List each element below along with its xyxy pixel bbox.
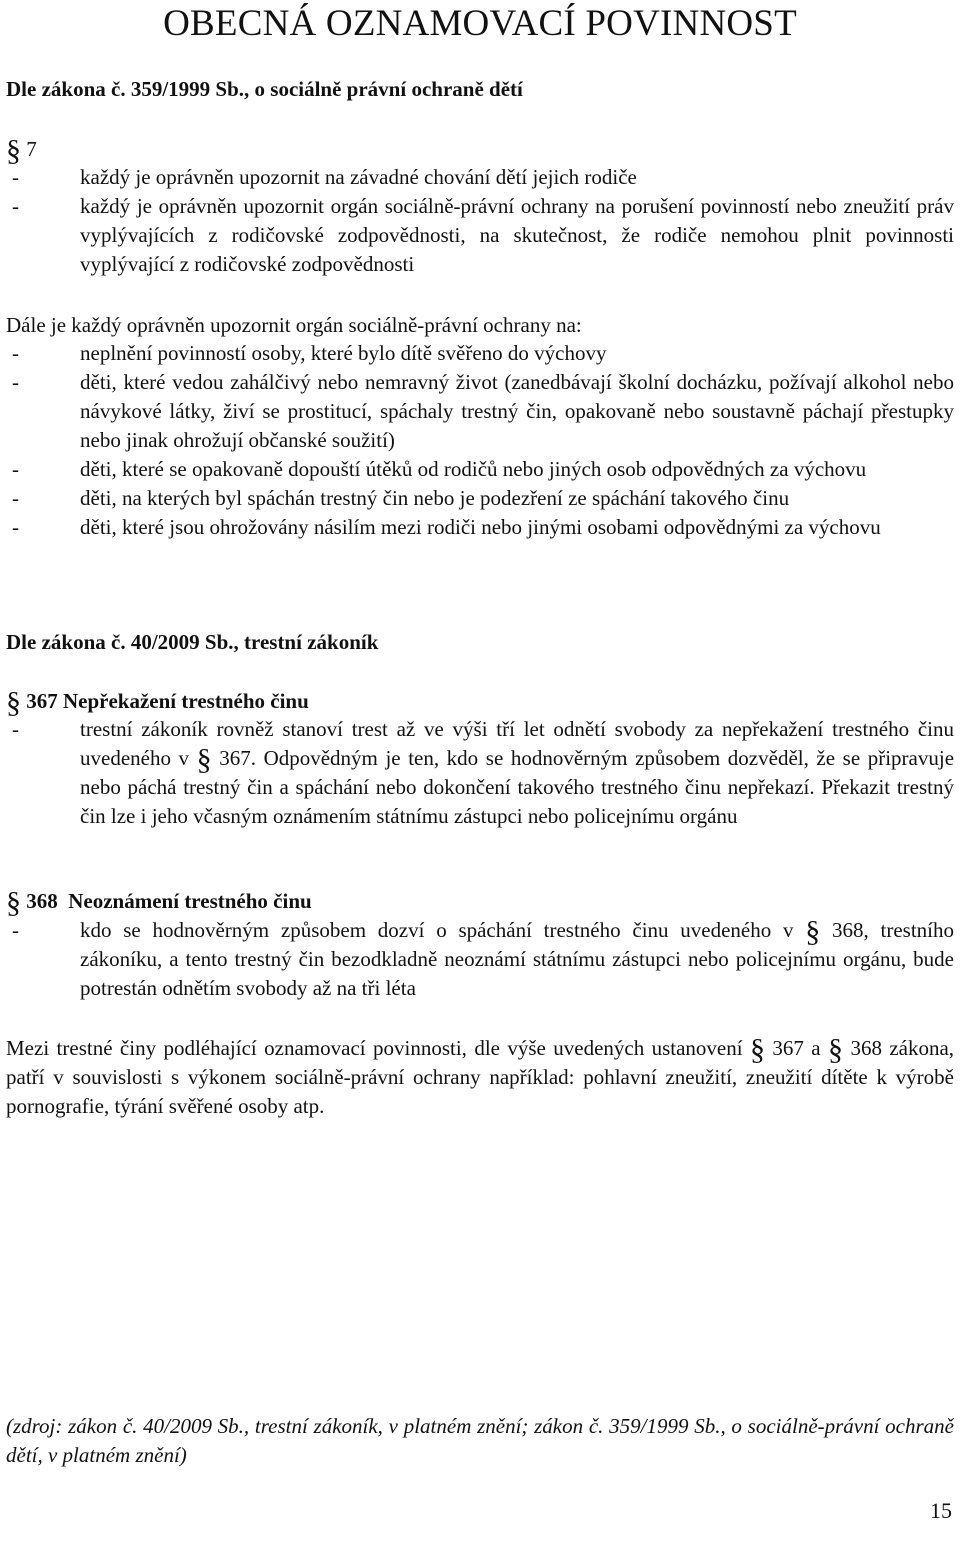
page-number: 15	[930, 1498, 952, 1523]
section-368-body	[6, 916, 954, 1003]
section-367-body	[6, 715, 954, 831]
section-367-heading	[6, 686, 954, 719]
law2-heading-rest: , trestní zákoník	[233, 630, 379, 654]
list-item: - neplnění povinností osoby, které bylo dítě svěřeno do výchovy	[12, 341, 607, 365]
list-item: - děti, které se opakovaně dopouští útěků od rodičů nebo jiných osob odpovědných za výchovu	[12, 457, 867, 481]
list-item: - kdo se hodnověrným způsobem dozví o spáchání trestného činu uvedeného v § 368, trestního zákoníku, a tento trestný čin bezodkladně neoznámí státnímu zástupci nebo policejnímu orgánu, bude potrestán odnětím svobody až na tři léta	[12, 915, 954, 1000]
list-item: - děti, které vedou zahálčivý nebo nemravný život (zanedbávají školní docházku, požívají alkohol nebo návykové látky, živí se prostitucí, spáchaly trestný čin, opakovaně nebo soustavně páchají přestupky nebo jinak ohrožují občanské soužití)	[12, 370, 954, 452]
source-note: (zdroj: zákon č. 40/2009 Sb., trestní zákoník, v platném znění; zákon č. 359/1999 Sb., o sociálně-právní ochraně dětí, v platném znění)	[6, 1414, 954, 1467]
law2-heading	[6, 628, 954, 657]
further-rights-intro: Dále je každý oprávněn upozornit orgán sociálně-právní ochrany na:	[6, 313, 582, 337]
law1-heading-bold: Dle zákona č. 359/1999 Sb.	[6, 77, 245, 101]
summary-paragraph: Mezi trestné činy podléhající oznamovací povinnosti, dle výše uvedených ustanovení § 367 a § 368 zákona, patří v souvislosti s výkonem sociálně-právní ochrany například: pohlavní zneužití, zneužití dítěte k výrobě pornografie, týrání svěřené osoby atp.	[6, 1033, 955, 1118]
law2-heading-bold: Dle zákona č. 40/2009 Sb.	[6, 630, 234, 654]
section-7-number: 7	[26, 137, 37, 161]
list-item: - trestní zákoník rovněž stanoví trest až ve výši tří let odnětí svobody za nepřekažení trestného činu uvedeného v § 367. Odpovědným je ten, kdo se hodnověrným způsobem dozvěděl, že se připravuje nebo páchá trestný čin a spáchání nebo dokončení takového trestného činu nepřekazí. Překazit trestný čin lze i jeho včasným oznámením státnímu zástupci nebo policejnímu orgánu	[12, 717, 955, 828]
section-367-title: 367 Nepřekažení trestného činu	[26, 689, 309, 713]
section-symbol: §	[6, 134, 21, 167]
section-symbol: §	[6, 686, 21, 719]
law1-heading	[6, 75, 954, 104]
list-item: - každý je oprávněn upozornit na závadné chování dětí jejich rodiče	[12, 165, 637, 189]
section-symbol: §	[6, 886, 21, 919]
section-7-heading	[6, 134, 954, 167]
section-368-title: 368 Neoznámení trestného činu	[26, 889, 312, 913]
list-item: - děti, na kterých byl spáchán trestný čin nebo je podezření ze spáchání takového činu	[12, 486, 790, 510]
section-7-list	[6, 163, 954, 279]
page-title: OBECNÁ OZNAMOVACÍ POVINNOST	[163, 3, 797, 44]
list-item: - děti, které jsou ohrožovány násilím mezi rodiči nebo jinými osobami odpovědnými za výchovu	[12, 515, 881, 539]
list-item: - každý je oprávněn upozornit orgán sociálně-právní ochrany na porušení povinností nebo zneužití práv vyplývajících z rodičovské zodpovědnosti, na skutečnost, že rodiče nemohou plnit povinnosti vyplývající z rodičovské zodpovědnosti	[12, 194, 954, 276]
law1-heading-rest: , o sociálně právní ochraně dětí	[244, 77, 523, 101]
further-rights-list	[6, 339, 954, 542]
section-368-heading	[6, 886, 954, 919]
